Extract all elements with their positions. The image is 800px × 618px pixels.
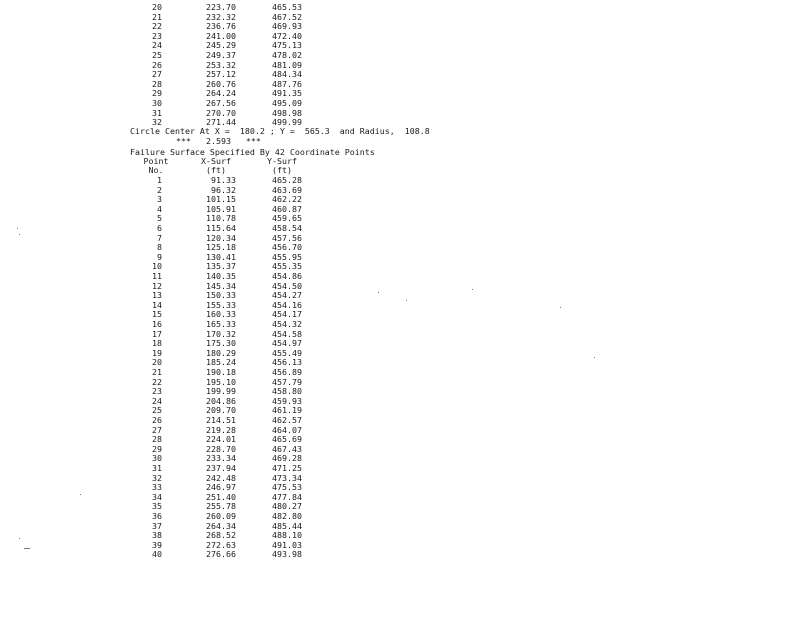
x-surf-cell: 145.34 [206, 280, 236, 291]
y-surf-cell: 487.76 [272, 78, 302, 89]
x-surf-cell: 120.34 [206, 232, 236, 243]
y-surf-cell: 498.98 [272, 107, 302, 118]
y-surf-cell: 460.87 [272, 203, 302, 214]
circle-center-line: Circle Center At X = 180.2 ; Y = 565.3 and Radius, 108.8 [130, 126, 430, 136]
y-surf-cell: 457.79 [272, 376, 302, 387]
y-surf-cell: 456.13 [272, 357, 302, 368]
y-surf-cell: 455.95 [272, 251, 302, 262]
y-surf-cell: 464.07 [272, 424, 302, 435]
point-number-cell: 26 [152, 415, 162, 425]
x-surf-cell: 249.37 [206, 50, 236, 60]
x-surf-cell: 241.00 [206, 30, 236, 41]
scan-speck [19, 234, 20, 235]
y-surf-cell: 491.03 [272, 539, 302, 550]
header-x-unit: (ft) [206, 165, 226, 175]
y-surf-cell: 454.32 [272, 319, 302, 329]
x-surf-cell: 264.34 [206, 520, 236, 531]
x-surf-cell: 242.48 [206, 472, 236, 483]
point-number-cell: 32 [152, 472, 162, 483]
point-number-cell: 5 [157, 213, 162, 224]
x-surf-cell: 232.32 [206, 11, 236, 22]
x-surf-cell: 233.34 [206, 453, 236, 464]
point-number-cell: 26 [152, 59, 162, 70]
point-number-cell: 33 [152, 482, 162, 493]
y-surf-cell: 458.54 [272, 223, 302, 233]
y-surf-cell: 473.34 [272, 472, 302, 483]
x-surf-cell: 135.37 [206, 261, 236, 272]
y-surf-cell: 484.34 [272, 69, 302, 80]
x-surf-cell: 180.29 [206, 347, 236, 358]
y-surf-cell: 465.69 [272, 434, 302, 445]
point-number-cell: 19 [152, 347, 162, 358]
y-surf-cell: 465.53 [272, 2, 302, 12]
point-number-cell: 21 [152, 367, 162, 377]
x-surf-cell: 253.32 [206, 59, 236, 70]
x-surf-cell: 170.32 [206, 328, 236, 339]
y-surf-cell: 472.40 [272, 30, 302, 41]
x-surf-cell: 223.70 [206, 2, 236, 12]
x-surf-cell: 155.33 [206, 299, 236, 310]
y-surf-cell: 469.93 [272, 21, 302, 32]
y-surf-cell: 454.17 [272, 309, 302, 320]
point-number-cell: 40 [152, 549, 162, 560]
scan-speck [80, 494, 81, 495]
point-number-cell: 20 [152, 2, 162, 12]
y-surf-cell: 462.57 [272, 415, 302, 425]
y-surf-cell: 461.19 [272, 405, 302, 416]
point-number-cell: 37 [152, 520, 162, 531]
y-surf-cell: 454.97 [272, 338, 302, 349]
factor-of-safety-line: *** 2.593 *** [176, 136, 261, 146]
point-number-cell: 22 [152, 376, 162, 387]
x-surf-cell: 140.35 [206, 271, 236, 281]
scan-speck [17, 228, 18, 229]
header-y-surf: Y-Surf [267, 156, 297, 166]
x-surf-cell: 96.32 [211, 184, 236, 195]
y-surf-cell: 480.27 [272, 501, 302, 512]
y-surf-cell: 488.10 [272, 530, 302, 541]
x-surf-cell: 110.78 [206, 213, 236, 224]
y-surf-cell: 495.09 [272, 98, 302, 108]
y-surf-cell: 459.93 [272, 395, 302, 406]
point-number-cell: 36 [152, 511, 162, 521]
y-surf-cell: 477.84 [272, 491, 302, 502]
y-surf-cell: 463.69 [272, 184, 302, 195]
scan-speck [24, 548, 30, 549]
scan-speck [406, 300, 407, 301]
x-surf-cell: 165.33 [206, 319, 236, 329]
x-surf-cell: 276.66 [206, 549, 236, 560]
y-surf-cell: 462.22 [272, 194, 302, 205]
y-surf-cell: 471.25 [272, 463, 302, 473]
x-surf-cell: 270.70 [206, 107, 236, 118]
point-number-cell: 2 [157, 184, 162, 195]
y-surf-cell: 454.86 [272, 271, 302, 281]
point-number-cell: 17 [152, 328, 162, 339]
x-surf-cell: 190.18 [206, 367, 236, 377]
point-number-cell: 24 [152, 395, 162, 406]
y-surf-cell: 456.70 [272, 242, 302, 253]
scan-speck [378, 292, 379, 293]
scan-speck [472, 289, 473, 290]
y-surf-cell: 467.43 [272, 443, 302, 454]
y-surf-cell: 469.28 [272, 453, 302, 464]
y-surf-cell: 454.16 [272, 299, 302, 310]
point-number-cell: 8 [157, 242, 162, 253]
header-point: Point [143, 156, 169, 166]
y-surf-cell: 458.80 [272, 386, 302, 397]
x-surf-cell: 268.52 [206, 530, 236, 541]
y-surf-cell: 457.56 [272, 232, 302, 243]
y-surf-cell: 482.80 [272, 511, 302, 521]
point-number-cell: 16 [152, 319, 162, 329]
point-number-cell: 6 [157, 223, 162, 233]
x-surf-cell: 257.12 [206, 69, 236, 80]
point-number-cell: 29 [152, 88, 162, 99]
x-surf-cell: 260.76 [206, 78, 236, 89]
point-number-cell: 14 [152, 299, 162, 310]
x-surf-cell: 267.56 [206, 98, 236, 108]
y-surf-cell: 485.44 [272, 520, 302, 531]
x-surf-cell: 199.99 [206, 386, 236, 397]
x-surf-cell: 160.33 [206, 309, 236, 320]
point-number-cell: 15 [152, 309, 162, 320]
failure-surface-title: Failure Surface Specified By 42 Coordinate Points [130, 147, 375, 157]
x-surf-cell: 251.40 [206, 491, 236, 502]
point-number-cell: 21 [152, 11, 162, 22]
point-number-cell: 23 [152, 386, 162, 397]
point-number-cell: 13 [152, 290, 162, 301]
y-surf-cell: 454.58 [272, 328, 302, 339]
y-surf-cell: 493.98 [272, 549, 302, 560]
x-surf-cell: 219.28 [206, 424, 236, 435]
x-surf-cell: 214.51 [206, 415, 236, 425]
x-surf-cell: 105.91 [206, 203, 236, 214]
x-surf-cell: 175.30 [206, 338, 236, 349]
y-surf-cell: 499.99 [272, 117, 302, 128]
point-number-cell: 12 [152, 280, 162, 291]
x-surf-cell: 125.18 [206, 242, 236, 253]
y-surf-cell: 481.09 [272, 59, 302, 70]
header-x-surf: X-Surf [201, 156, 231, 166]
x-surf-cell: 246.97 [206, 482, 236, 493]
point-number-cell: 35 [152, 501, 162, 512]
y-surf-cell: 465.28 [272, 175, 302, 185]
x-surf-cell: 255.78 [206, 501, 236, 512]
point-number-cell: 30 [152, 98, 162, 108]
x-surf-cell: 272.63 [206, 539, 236, 550]
point-number-cell: 24 [152, 40, 162, 51]
point-number-cell: 34 [152, 491, 162, 502]
point-number-cell: 11 [152, 271, 162, 281]
scan-speck [594, 357, 595, 358]
scan-speck [560, 307, 561, 308]
point-number-cell: 25 [152, 405, 162, 416]
point-number-cell: 4 [157, 203, 162, 214]
y-surf-cell: 456.89 [272, 367, 302, 377]
header-no: No. [148, 165, 164, 175]
table-row [0, 550, 320, 560]
point-number-cell: 25 [152, 50, 162, 60]
point-number-cell: 20 [152, 357, 162, 368]
header-y-unit: (ft) [272, 165, 292, 175]
x-surf-cell: 101.15 [206, 194, 236, 205]
point-number-cell: 9 [157, 251, 162, 262]
x-surf-cell: 195.10 [206, 376, 236, 387]
x-surf-cell: 204.86 [206, 395, 236, 406]
x-surf-cell: 130.41 [206, 251, 236, 262]
x-surf-cell: 185.24 [206, 357, 236, 368]
x-surf-cell: 237.94 [206, 463, 236, 473]
y-surf-cell: 491.35 [272, 88, 302, 99]
x-surf-cell: 245.29 [206, 40, 236, 51]
point-number-cell: 18 [152, 338, 162, 349]
point-number-cell: 28 [152, 78, 162, 89]
y-surf-cell: 467.52 [272, 11, 302, 22]
y-surf-cell: 454.27 [272, 290, 302, 301]
scan-speck [19, 538, 20, 539]
point-number-cell: 27 [152, 424, 162, 435]
point-number-cell: 7 [157, 232, 162, 243]
x-surf-cell: 271.44 [206, 117, 236, 128]
x-surf-cell: 115.64 [206, 223, 236, 233]
y-surf-cell: 475.53 [272, 482, 302, 493]
point-number-cell: 39 [152, 539, 162, 550]
x-surf-cell: 150.33 [206, 290, 236, 301]
point-number-cell: 23 [152, 30, 162, 41]
x-surf-cell: 264.24 [206, 88, 236, 99]
y-surf-cell: 478.02 [272, 50, 302, 60]
point-number-cell: 10 [152, 261, 162, 272]
point-number-cell: 31 [152, 107, 162, 118]
point-number-cell: 30 [152, 453, 162, 464]
y-surf-cell: 459.65 [272, 213, 302, 224]
point-number-cell: 1 [157, 175, 162, 185]
point-number-cell: 27 [152, 69, 162, 80]
x-surf-cell: 91.33 [211, 175, 236, 185]
x-surf-cell: 260.09 [206, 511, 236, 521]
point-number-cell: 22 [152, 21, 162, 32]
x-surf-cell: 224.01 [206, 434, 236, 445]
x-surf-cell: 228.70 [206, 443, 236, 454]
point-number-cell: 31 [152, 463, 162, 473]
point-number-cell: 28 [152, 434, 162, 445]
point-number-cell: 32 [152, 117, 162, 128]
y-surf-cell: 455.35 [272, 261, 302, 272]
point-number-cell: 3 [157, 194, 162, 205]
point-number-cell: 38 [152, 530, 162, 541]
y-surf-cell: 454.50 [272, 280, 302, 291]
x-surf-cell: 209.70 [206, 405, 236, 416]
x-surf-cell: 236.76 [206, 21, 236, 32]
point-number-cell: 29 [152, 443, 162, 454]
y-surf-cell: 475.13 [272, 40, 302, 51]
y-surf-cell: 455.49 [272, 347, 302, 358]
